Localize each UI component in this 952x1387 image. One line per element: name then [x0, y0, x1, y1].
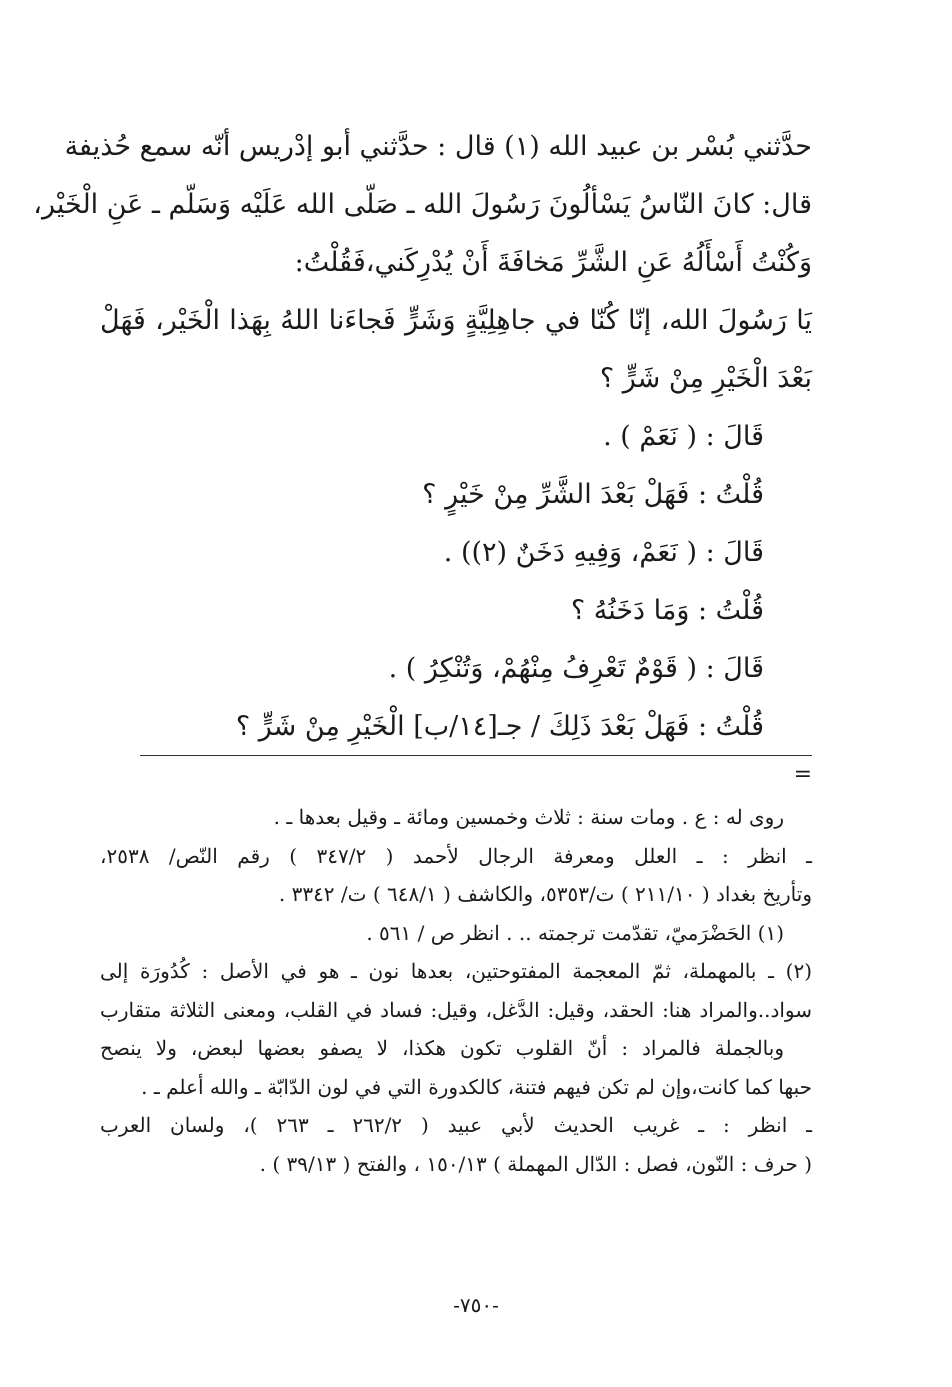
footnote-line-9: ـ انظر : ـ غريب الحديث لأبي عبيد ( ٢٦٢/٢ ـ ٢٦٣ )، ولسان العرب: [100, 1113, 812, 1137]
footnote-line-5: (٢) ـ بالمهملة، ثمّ المعجمة المفتوحتين، بعدها نون ـ هو في الأصل : كُدُورَة إلى: [100, 959, 812, 983]
text-line-9: قُلْتُ : وَمَا دَخَنُهُ ؟: [570, 595, 764, 626]
footnote-line-8: حبها كما كانت،وإن لم تكن فيهم فتنة، كالكدورة التي في لون الدّابّة ـ والله أعلم ـ .: [141, 1074, 812, 1099]
footnote-line-3: وتأريخ بغداد ( ٢١١/١٠ ) ت/٥٣٥٣، والكاشف ( ٦٤٨/١ ) ت/ ٣٣٤٢ .: [278, 882, 812, 906]
footnote-line-6: سواد..والمراد هنا: الحقد، وقيل: الدَّغل، وقيل: فساد في القلب، ومعنى الثلاثة متقارب: [100, 997, 812, 1022]
footnote-line-10: ( حرف : النّون، فصل : الدّال المهملة ) ١٥٠/١٣ ، والفتح ( ٣٩/١٣ ) .: [259, 1151, 812, 1176]
footnote-line-2: ـ انظر : ـ العلل ومعرفة الرجال لأحمد ( ٣٤٧/٢ ) رقم النّص/ ٢٥٣٨،: [100, 843, 813, 868]
text-line-7: قُلْتُ : فَهَلْ بَعْدَ الشَّرِّ مِنْ خَيْرٍ ؟: [422, 479, 764, 510]
footnote-line-7: وبالجملة فالمراد : أنّ القلوب تكون هكذا، لا يصفو بعضها لبعض، ولا ينصح: [100, 1036, 784, 1060]
text-line-4: يَا رَسُولَ الله، إنّا كُنّا في جاهِلِيَّةٍ وَشَرٍّ فَجاءَنا اللهُ بِهَذا الْخَيْر، فَهَلْ: [100, 305, 812, 336]
text-line-3: وَكُنْتُ أَسْأَلُهُ عَنِ الشَّرِّ مَخافَةَ أَنْ يُدْرِكَني،فَقُلْتُ:: [294, 247, 812, 278]
main-text-block: [33, 118, 812, 756]
text-line-2: قال: كانَ النّاسُ يَسْألُونَ رَسُولَ الله ـ صَلّى الله عَلَيْه وَسَلّم ـ عَنِ الْخَيْر،: [33, 189, 812, 220]
text-line-11: قُلْتُ : فَهَلْ بَعْدَ ذَلِكَ / جـ[١٤/ب] الْخَيْرِ مِنْ شَرٍّ ؟: [235, 711, 764, 742]
text-line-1: حدَّثني بُسْر بن عبيد الله (١) قال : حدَّثني أبو إدْريس أنّه سمع حُذيفة: [64, 131, 812, 162]
text-line-10: قَالَ : ( قَوْمٌ تَعْرِفُ مِنْهُمْ، وَتُنْكِرُ ) .: [388, 653, 764, 684]
text-line-6: قَالَ : ( نَعَمْ ) .: [603, 421, 764, 452]
text-line-5: بَعْدَ الْخَيْرِ مِنْ شَرٍّ ؟: [599, 363, 812, 394]
text-line-8: قَالَ : ( نَعَمْ، وَفِيهِ دَخَنٌ (٢)) .: [443, 537, 764, 568]
footnote-separator: [140, 755, 812, 756]
footnotes-block: [100, 798, 812, 1183]
footnote-line-4: (١) الحَضْرَميّ، تقدّمت ترجمته .. . انظر ص / ٥٦١ .: [366, 920, 784, 945]
continuation-marker: =: [793, 762, 812, 787]
page-number: -٧٥٠-: [453, 1293, 499, 1317]
footnote-line-1: روى له : ع . ومات سنة : ثلاث وخمسين ومائة ـ وقيل بعدها ـ .: [273, 805, 784, 829]
